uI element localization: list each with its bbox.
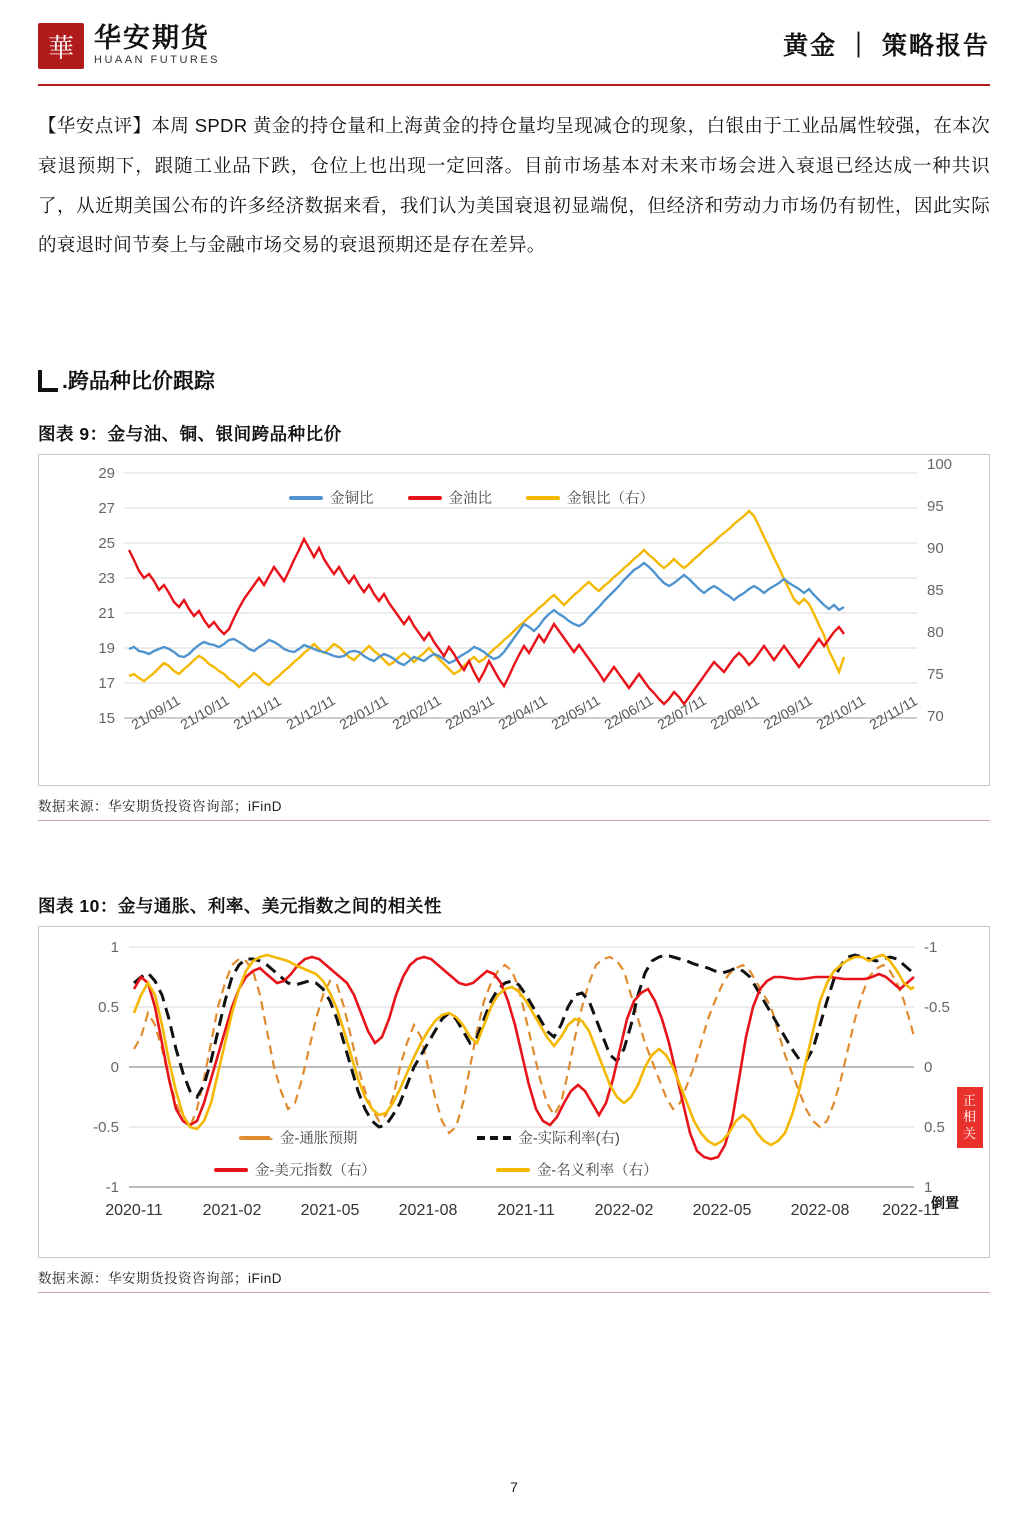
svg-text:21: 21 (98, 605, 115, 623)
svg-text:-0.5: -0.5 (924, 999, 950, 1017)
svg-text:90: 90 (927, 540, 944, 558)
figure10-legend-row1 (239, 1127, 620, 1148)
svg-text:0.5: 0.5 (98, 999, 119, 1017)
figure9-source-rule (38, 820, 990, 821)
svg-text:22/10/11: 22/10/11 (813, 692, 868, 733)
svg-text:1: 1 (110, 939, 119, 957)
legend-item-gold-nominal-rate (496, 1159, 658, 1180)
legend-label: 金-美元指数（右） (255, 1163, 376, 1180)
company-logo (38, 23, 220, 69)
svg-text:22/05/11: 22/05/11 (548, 692, 603, 733)
svg-text:95: 95 (927, 498, 944, 516)
svg-text:2021-08: 2021-08 (398, 1202, 458, 1220)
svg-text:-1: -1 (105, 1179, 119, 1197)
svg-text:21/11/11: 21/11/11 (230, 692, 284, 733)
svg-text:22/11/11: 22/11/11 (866, 692, 920, 733)
svg-text:25: 25 (98, 535, 115, 553)
logo-mark-icon: 華 (38, 23, 84, 69)
svg-text:0: 0 (110, 1059, 119, 1077)
svg-text:19: 19 (98, 640, 115, 658)
figure10-title: 图表 10：金与通胀、利率、美元指数之间的相关性 (38, 896, 442, 917)
svg-text:21/09/11: 21/09/11 (128, 692, 183, 733)
svg-text:85: 85 (927, 582, 944, 600)
commentary-paragraph: 【华安点评】本周 SPDR 黄金的持仓量和上海黄金的持仓量均呈现减仓的现象，白银由于工业品属性较强，在本次衰退预期下，跟随工业品下跌，仓位上也出现一定回落。目前市场基本对未来市场会进入衰退已经达成一种共识了，从近期美国公布的许多经济数据来看，我们认为美国衰退初显端倪，但经济和劳动力市场仍有韧性，因此实际的衰退时间节奏上与金融市场交易的衰退预期还是存在差异。 (38, 115, 990, 256)
svg-text:2022-11: 2022-11 (882, 1202, 940, 1220)
legend-swatch-icon (477, 1136, 511, 1140)
legend-item-gold-oil (408, 487, 493, 508)
section-heading (38, 365, 990, 395)
svg-text:22/07/11: 22/07/11 (654, 692, 709, 733)
logo-company-en: HUAAN FUTURES (94, 54, 221, 67)
figure9-source: 数据来源：华安期货投资咨询部；iFinD (38, 799, 283, 815)
svg-text:22/06/11: 22/06/11 (601, 692, 656, 733)
svg-text:0: 0 (924, 1059, 933, 1077)
figure9-title: 图表 9：金与油、铜、银间跨品种比价 (38, 424, 342, 445)
legend-item-gold-real-rate (477, 1127, 620, 1148)
legend-swatch-icon (239, 1136, 273, 1140)
page-number: 7 (510, 1479, 518, 1495)
figure10-source: 数据来源：华安期货投资咨询部；iFinD (38, 1271, 283, 1287)
svg-text:29: 29 (98, 465, 115, 483)
legend-item-gold-dollar-index (214, 1159, 376, 1180)
page-header (38, 0, 990, 82)
svg-text:22/04/11: 22/04/11 (495, 692, 550, 733)
svg-text:2022-02: 2022-02 (594, 1202, 654, 1220)
legend-swatch-icon (496, 1168, 530, 1172)
legend-item-gold-copper (289, 487, 374, 508)
legend-label: 金油比 (448, 491, 492, 508)
svg-text:22/09/11: 22/09/11 (760, 692, 815, 733)
figure9-chart (38, 454, 990, 786)
legend-label: 金-实际利率(右) (518, 1131, 620, 1148)
svg-text:17: 17 (98, 675, 115, 693)
svg-text:2022-08: 2022-08 (790, 1202, 850, 1220)
svg-text:1: 1 (924, 1179, 933, 1197)
svg-text:2021-05: 2021-05 (300, 1202, 360, 1220)
svg-text:2021-02: 2021-02 (202, 1202, 262, 1220)
svg-text:80: 80 (927, 624, 944, 642)
legend-swatch-icon (214, 1168, 248, 1172)
svg-text:2020-11: 2020-11 (105, 1202, 163, 1220)
figure10-chart (38, 926, 990, 1258)
svg-text:15: 15 (98, 710, 115, 728)
legend-label: 金-名义利率（右） (536, 1163, 658, 1180)
figure10-source-rule (38, 1292, 990, 1293)
svg-text:22/08/11: 22/08/11 (707, 692, 762, 733)
section-heading-label: .跨品种比价跟踪 (62, 370, 215, 394)
svg-text:-0.5: -0.5 (93, 1119, 119, 1137)
legend-swatch-icon (526, 496, 560, 500)
svg-text:21/10/11: 21/10/11 (177, 692, 232, 733)
figure10-legend-row2 (214, 1159, 658, 1180)
svg-text:70: 70 (927, 708, 944, 726)
legend-item-gold-silver (526, 487, 654, 508)
legend-label: 金-通胀预期 (280, 1131, 358, 1148)
svg-text:2022-05: 2022-05 (692, 1202, 752, 1220)
svg-text:2021-11: 2021-11 (497, 1202, 555, 1220)
legend-swatch-icon (408, 496, 442, 500)
legend-label: 金铜比 (330, 491, 374, 508)
svg-text:23: 23 (98, 570, 115, 588)
svg-text:27: 27 (98, 500, 115, 518)
header-divider (38, 84, 990, 86)
legend-label: 金银比（右） (567, 491, 654, 508)
corner-bracket-icon (38, 370, 58, 392)
svg-text:75: 75 (927, 666, 944, 684)
svg-text:0.5: 0.5 (924, 1119, 945, 1137)
svg-text:100: 100 (927, 456, 953, 474)
positive-correlation-tag: 正相关 (957, 1087, 983, 1148)
logo-text (94, 25, 220, 67)
svg-text:22/01/11: 22/01/11 (336, 692, 391, 733)
legend-item-gold-inflation (239, 1127, 357, 1148)
figure10-svg (39, 927, 989, 1257)
legend-swatch-icon (289, 496, 323, 500)
svg-text:22/03/11: 22/03/11 (442, 692, 497, 733)
inverted-axis-label: 倒置 (931, 1195, 959, 1212)
report-title: 黄金 ｜ 策略报告 (783, 32, 990, 60)
figure9-legend (289, 487, 654, 508)
logo-company-cn: 华安期货 (94, 23, 210, 55)
svg-text:22/02/11: 22/02/11 (389, 692, 444, 733)
svg-text:21/12/11: 21/12/11 (283, 692, 338, 733)
svg-text:-1: -1 (924, 939, 938, 957)
